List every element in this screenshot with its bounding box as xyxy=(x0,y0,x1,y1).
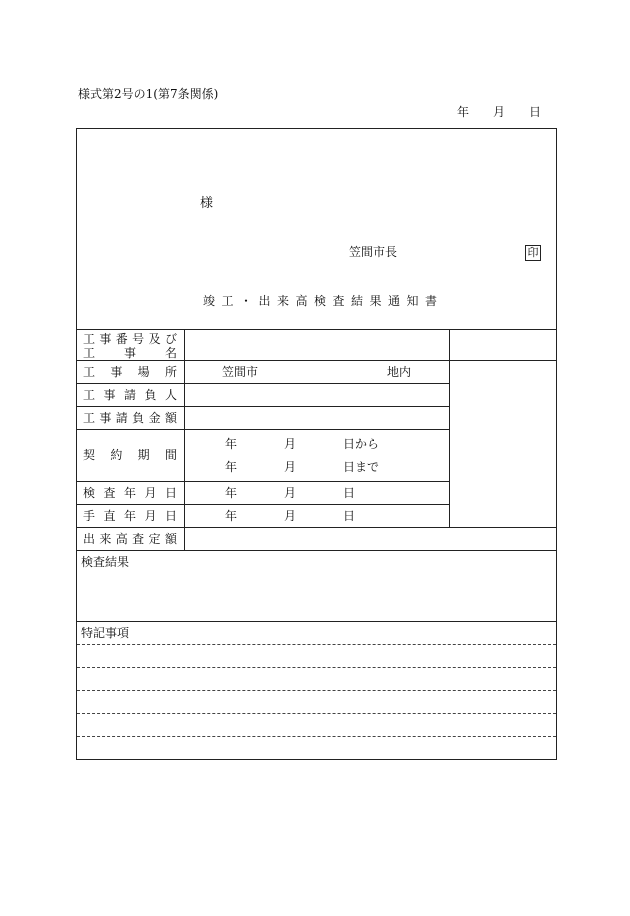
label-inspection-date: 検 査 年 月 日 xyxy=(83,486,177,500)
label-contractor: 工 事 請 負 人 xyxy=(83,388,177,402)
repair-day: 日 xyxy=(343,509,356,523)
label-work-number-name: 工 事 番 号 及 び xyxy=(83,332,177,346)
inspection-results-label: 検査結果 xyxy=(81,555,130,569)
label-repair-date: 手 直 年 月 日 xyxy=(83,509,177,523)
period-end-month: 月 xyxy=(284,460,297,474)
repair-month: 月 xyxy=(284,509,297,523)
location-city: 笠間市 xyxy=(222,365,259,379)
seal-mark: 印 xyxy=(525,245,541,261)
label-work-location: 工 事 場 所 xyxy=(83,365,177,379)
work-number-name-field[interactable] xyxy=(185,330,449,360)
label-progress-amount: 出 来 高 査 定 額 xyxy=(83,532,177,546)
inspection-results-field[interactable] xyxy=(77,570,556,620)
period-end-year: 年 xyxy=(225,460,238,474)
form-label: 様式第2号の1(第7条関係) xyxy=(78,87,219,101)
inspection-month: 月 xyxy=(284,486,297,500)
addressee-suffix: 様 xyxy=(200,196,214,211)
location-suffix: 地内 xyxy=(387,365,412,379)
date-day: 日 xyxy=(529,105,542,119)
label-contract-period: 契 約 期 間 xyxy=(83,448,177,462)
repair-year: 年 xyxy=(225,509,238,523)
period-start-day: 日から xyxy=(343,437,380,451)
label-work-name: 工 事 名 xyxy=(83,346,177,360)
period-end-day: 日まで xyxy=(343,460,380,474)
work-number-extra-field[interactable] xyxy=(450,330,556,360)
progress-amount-field[interactable] xyxy=(185,528,556,550)
period-start-year: 年 xyxy=(225,437,238,451)
contract-amount-field[interactable] xyxy=(185,407,449,429)
date-year: 年 xyxy=(457,105,470,119)
label-contract-amount: 工 事 請 負 金 額 xyxy=(83,411,177,425)
issuer-name: 笠間市長 xyxy=(349,245,398,259)
inspection-year: 年 xyxy=(225,486,238,500)
contractor-field[interactable] xyxy=(185,384,449,406)
date-month: 月 xyxy=(493,105,506,119)
inspection-day: 日 xyxy=(343,486,356,500)
period-start-month: 月 xyxy=(284,437,297,451)
document-title: 竣工・出来高検査結果通知書 xyxy=(203,294,444,308)
special-notes-label: 特記事項 xyxy=(81,626,130,640)
